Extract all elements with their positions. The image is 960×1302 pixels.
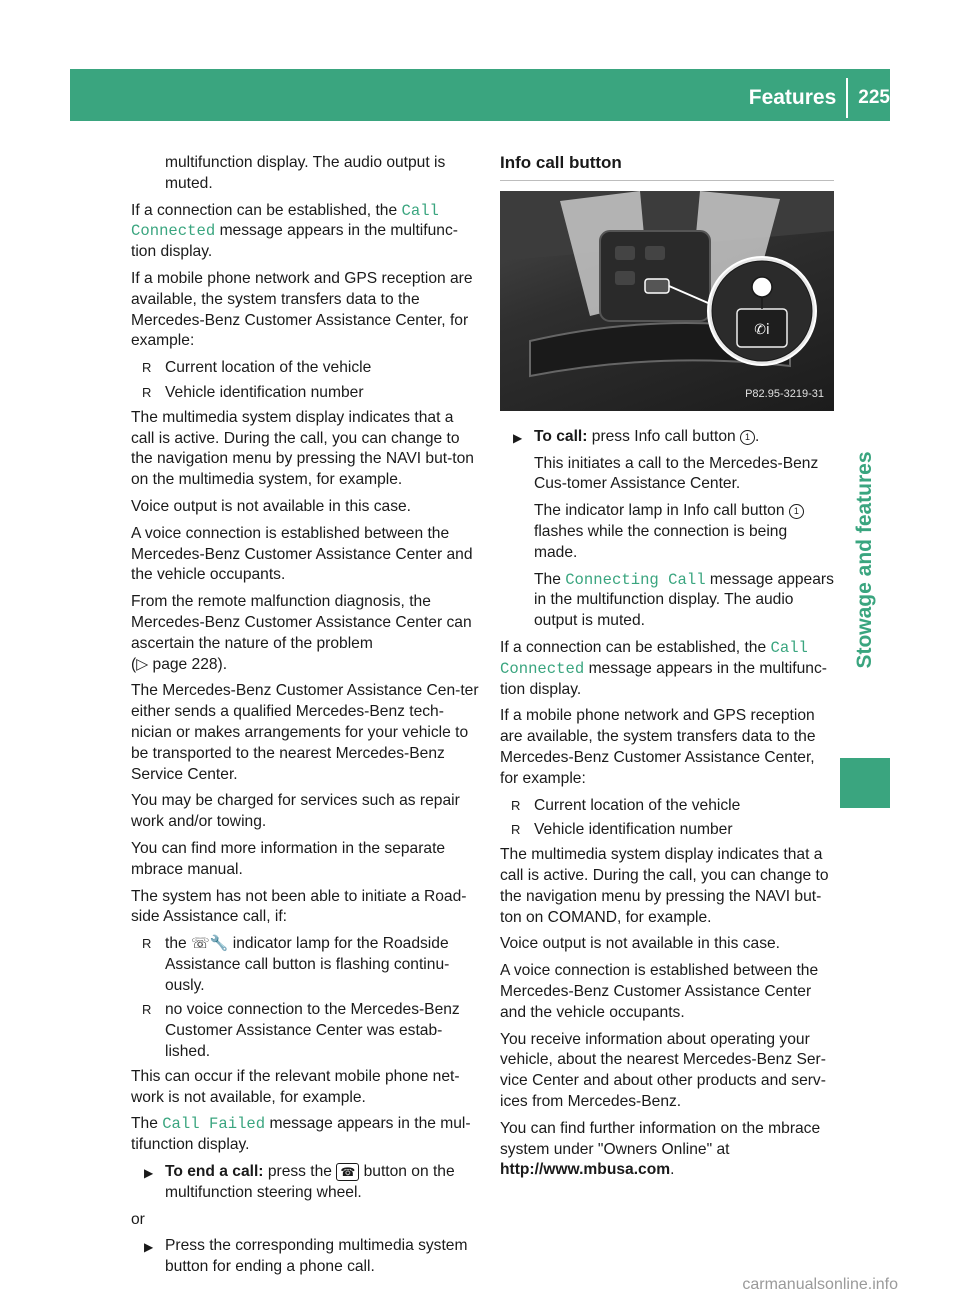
paragraph: Voice output is not available in this case. (500, 935, 780, 953)
paragraph (500, 570, 834, 632)
paragraph: This can occur if the relevant mobile phone net-work is not available, for example. (131, 1067, 460, 1106)
text: flashes while the connection is being made. (534, 522, 788, 561)
left-column (131, 153, 479, 1284)
display-message: Call Failed (162, 1115, 266, 1134)
text: . (755, 427, 760, 445)
website-link[interactable]: http://www.mbusa.com (500, 1161, 671, 1179)
text: message appears in the multifunc-tion display. (131, 222, 458, 261)
bullet-icon: R (511, 797, 521, 813)
step-text: Press the corresponding multimedia system button for ending a phone call. (165, 1237, 468, 1276)
paragraph: A voice connection is established between the Mercedes-Benz Customer Assistance Center and the vehicle occupants. (500, 962, 819, 1021)
paragraph (131, 1114, 479, 1156)
arrow-icon: ▶ (144, 1240, 154, 1255)
display-message: Connecting Call (565, 570, 706, 589)
figure-code: P82.95-3219-31 (745, 388, 824, 400)
list-item-text: Vehicle identification number (165, 383, 364, 401)
display-message: Call Connected (131, 201, 439, 241)
end-call-icon: ☎ (336, 1163, 359, 1181)
text: The (534, 570, 566, 588)
arrow-icon: ▶ (513, 430, 523, 445)
list-item-text: Vehicle identification number (534, 821, 733, 839)
paragraph (131, 201, 479, 263)
paragraph (500, 638, 834, 700)
bullet-icon: R (142, 936, 152, 952)
paragraph: You may be charged for services such as repair work and/or towing. (131, 792, 460, 831)
paragraph: If a mobile phone network and GPS reception are available, the system transfers data to the Mercedes-Benz Customer Assistance Center, for example: (500, 707, 816, 787)
info-call-button-figure (500, 191, 834, 411)
list-item-text: Current location of the vehicle (165, 359, 372, 377)
text: button on the multifunction steering wheel. (165, 1163, 455, 1201)
paragraph: The multimedia system display indicates that a call is active. During the call, you can change to the navigation menu by pressing the NAVI but-ton on the multimedia system, for example. (131, 408, 474, 489)
bullet-icon: R (142, 360, 152, 376)
paragraph: You can find more information in the separate mbrace manual. (131, 839, 446, 878)
bullet-icon: R (511, 822, 521, 838)
text: You can find further information on the mbrace system under "Owners Online" at (500, 1119, 821, 1158)
right-column (500, 153, 834, 1187)
list-item (500, 796, 834, 817)
paragraph: Voice output is not available in this case. (131, 497, 411, 515)
section-title: Info call button (500, 153, 834, 181)
text: message appears in the mul-tifunction display. (131, 1115, 471, 1154)
text: If a connection can be established, the (500, 638, 771, 656)
paragraph (131, 592, 479, 675)
callout-number: 1 (740, 430, 755, 445)
paragraph: This initiates a call to the Mercedes-Benz Cus-tomer Assistance Center. (534, 454, 819, 493)
list-item (131, 358, 479, 379)
list-item-text: no voice connection to the Mercedes-Benz Customer Assistance Center was estab-lished. (165, 1001, 460, 1061)
text: If a connection can be established, the (131, 201, 402, 219)
text: indicator lamp for the Roadside Assistance call button is flashing continu-ously. (165, 935, 450, 994)
text: The (131, 1115, 163, 1133)
text: the (165, 935, 192, 953)
svg-text:✆i: ✆i (754, 321, 770, 338)
text: message appears in the multifunc-tion display. (500, 659, 827, 698)
bullet-icon: R (142, 1002, 152, 1018)
paragraph: If a mobile phone network and GPS reception are available, the system transfers data to the Mercedes-Benz Customer Assistance Center, for example: (131, 269, 473, 350)
text: . (670, 1161, 675, 1179)
instruction-step (131, 1236, 479, 1278)
text: The indicator lamp in Info call button (534, 502, 789, 520)
paragraph: The system has not been able to initiate a Road-side Assistance call, if: (131, 887, 467, 926)
instruction-step (131, 1162, 479, 1204)
paragraph: You receive information about operating your vehicle, about the nearest Mercedes-Benz Ser-vice Center and about other products and serv-ices from Mercedes-Benz. (500, 1030, 826, 1110)
roadside-assistance-icon: ☏🔧 (191, 935, 229, 953)
callout-number: 1 (789, 504, 804, 519)
paragraph: The Mercedes-Benz Customer Assistance Cen-ter either sends a qualified Mercedes-Benz tech-nician or makes arrangements for your vehicle to be transported to the nearest Mercedes-Benz Service Center. (131, 682, 479, 783)
paragraph (500, 501, 834, 563)
paragraph: multifunction display. The audio output is muted. (165, 154, 446, 192)
text: From the remote malfunction diagnosis, the Mercedes-Benz Customer Assistance Center can ascertain the nature of the problem (131, 593, 472, 652)
page-number: 225 (858, 87, 890, 108)
paragraph: A voice connection is established between the Mercedes-Benz Customer Assistance Center and the vehicle occupants. (131, 524, 473, 584)
paragraph (500, 1119, 834, 1181)
text: message appears in the multifunction display. The audio output is muted. (534, 570, 834, 630)
bullet-icon: R (142, 384, 152, 400)
side-tab-label: Stowage and features (853, 451, 876, 669)
arrow-icon: ▶ (144, 1166, 154, 1181)
header (749, 78, 890, 118)
list-item (131, 1000, 479, 1062)
list-item (131, 383, 479, 404)
instruction-step (500, 427, 834, 448)
list-item-text: Current location of the vehicle (534, 796, 741, 814)
text: press Info call button (587, 427, 740, 445)
paragraph: The multimedia system display indicates that a call is active. During the call, you can change to the navigation menu by pressing the NAVI but-ton on COMAND, for example. (500, 846, 829, 926)
side-tab-marker (840, 758, 890, 808)
overhead-console-illustration (500, 191, 834, 411)
watermark: carmanualsonline.info (742, 1276, 898, 1293)
conjunction: or (131, 1210, 145, 1228)
page-reference: (▷ page 228). (131, 655, 228, 673)
step-label: To call: (534, 427, 588, 445)
list-item (131, 934, 479, 996)
display-message: Call Connected (500, 638, 808, 678)
step-label: To end a call: (165, 1163, 264, 1181)
header-divider (846, 78, 848, 118)
list-item (500, 820, 834, 841)
chapter-title: Features (748, 86, 837, 109)
text: press the (263, 1163, 337, 1181)
